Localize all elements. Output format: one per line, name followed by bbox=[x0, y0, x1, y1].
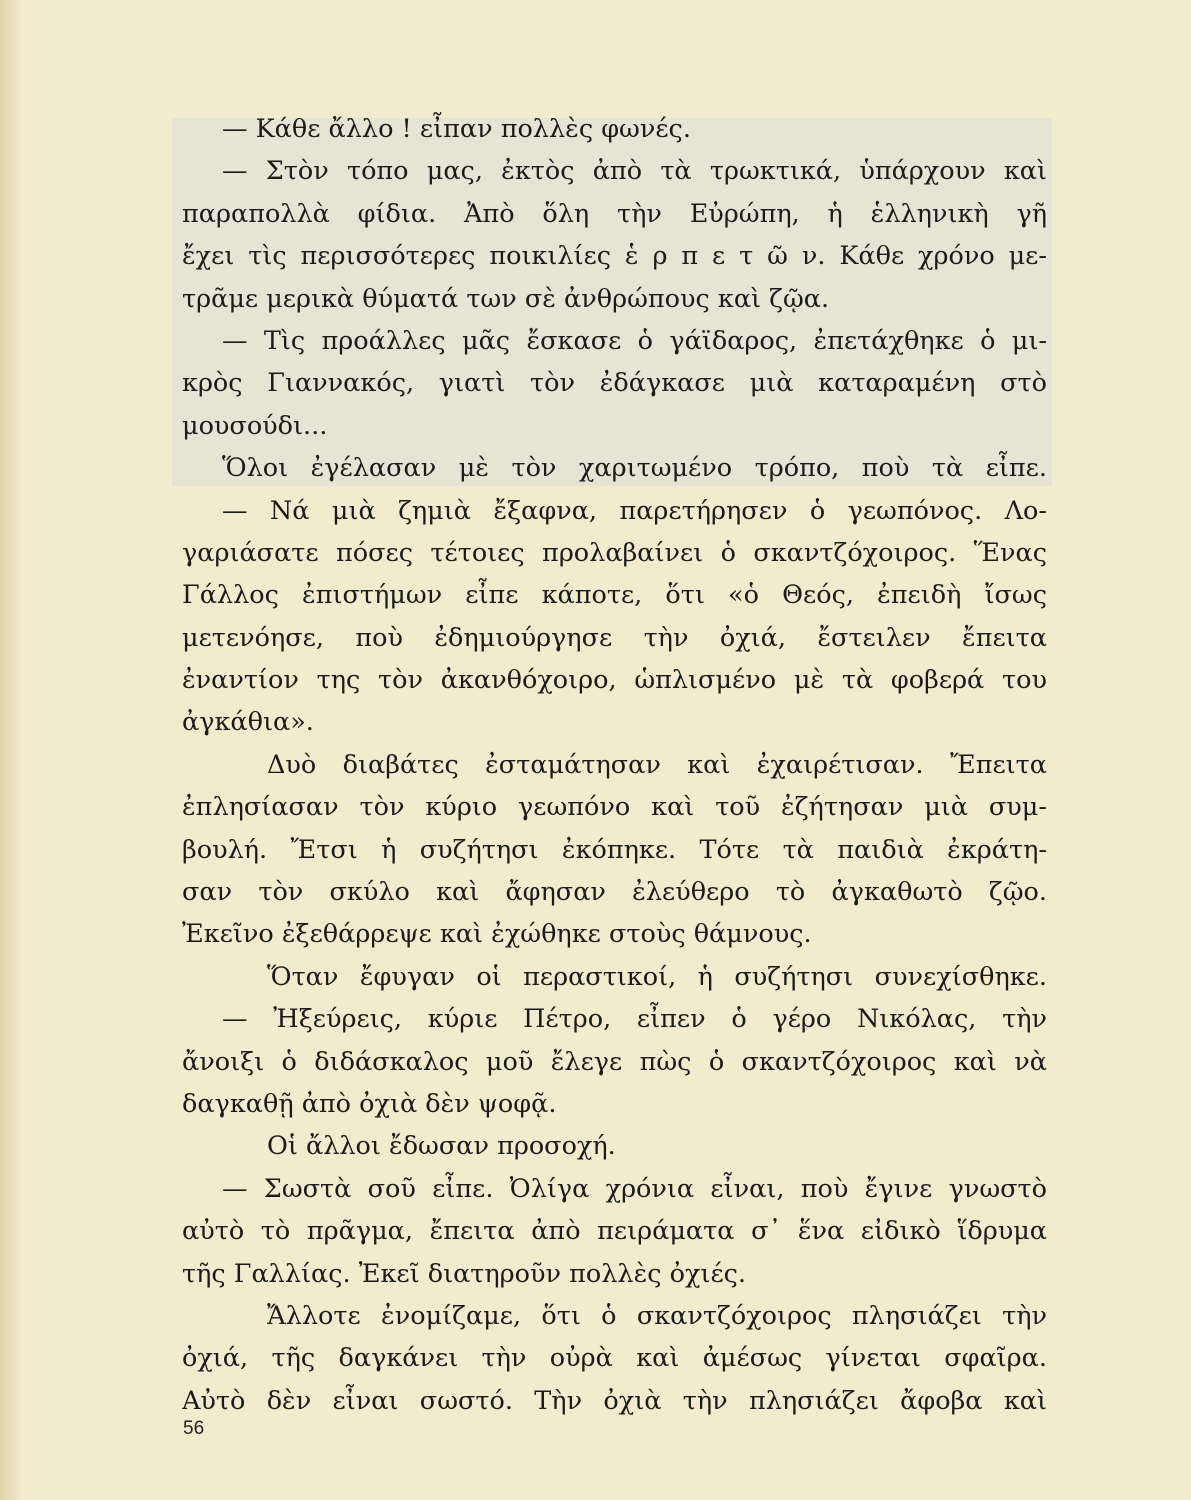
text-line: Ἄλλοτε ἐνομίζαμε, ὅτι ὁ σκαντζόχοιρος πλησιάζει τὴν bbox=[267, 1300, 1047, 1331]
text-line: ἐναντίον της τὸν ἀκανθόχοιρο, ὡπλισμένο μὲ τὰ φοβερά του bbox=[182, 665, 1047, 696]
text-line: τρᾶμε μερικὰ θύματά των σὲ ἀνθρώπους καὶ ζῷα. bbox=[182, 283, 830, 314]
text-line: Ὅταν ἔφυγαν οἱ περαστικοί, ἡ συζήτησι συνεχίσθηκε. bbox=[267, 961, 1047, 992]
text-line: — Τὶς προάλλες μᾶς ἔσκασε ὁ γάϊδαρος, ἐπετάχθηκε ὁ μι- bbox=[222, 325, 1047, 356]
text-line: — Νά μιὰ ζημιὰ ἔξαφνα, παρετήρησεν ὁ γεωπόνος. Λο- bbox=[222, 495, 1047, 526]
text-line: βουλή. Ἔτσι ἡ συζήτησι ἐκόπηκε. Τότε τὰ παιδιὰ ἐκράτη- bbox=[182, 834, 1047, 865]
text-line: Οἱ ἄλλοι ἔδωσαν προσοχή. bbox=[267, 1131, 616, 1162]
text-line: Ὅλοι ἐγέλασαν μὲ τὸν χαριτωμένο τρόπο, ποὺ τὰ εἶπε. bbox=[222, 453, 1047, 484]
text-line: γαριάσατε πόσες τέτοιες προλαβαίνει ὁ σκαντζόχοιρος. Ἕνας bbox=[182, 537, 1047, 568]
body-text bbox=[182, 108, 1047, 1422]
text-line: Γάλλος ἐπιστήμων εἶπε κάποτε, ὅτι «ὁ Θεός, ἐπειδὴ ἴσως bbox=[182, 580, 1047, 611]
text-line: Ἐκεῖνο ἐξεθάρρεψε καὶ ἐχώθηκε στοὺς θάμνους. bbox=[182, 919, 812, 950]
text-line: Αὐτὸ δὲν εἶναι σωστό. Τὴν ὀχιὰ τὴν πλησιάζει ἄφοβα καὶ bbox=[182, 1385, 1047, 1416]
text-line: ἔχει τὶς περισσότερες ποικιλίες ἑ ρ π ε τ ῶ ν. Κάθε χρόνο με- bbox=[182, 241, 1047, 272]
text-line: Δυὸ διαβάτες ἐσταμάτησαν καὶ ἐχαιρέτισαν. Ἔπειτα bbox=[267, 749, 1047, 780]
text-line: — Κάθε ἄλλο ! εἶπαν πολλὲς φωνές. bbox=[222, 114, 691, 144]
page-number: 56 bbox=[183, 1418, 205, 1439]
text-line: τῆς Γαλλίας. Ἐκεῖ διατηροῦν πολλὲς ὀχιές. bbox=[182, 1258, 747, 1289]
text-line: αὐτὸ τὸ πρᾶγμα, ἔπειτα ἀπὸ πειράματα σ᾽ ἕνα εἰδικὸ ἵδρυμα bbox=[182, 1216, 1047, 1247]
text-line: δαγκαθῇ ἀπὸ ὀχιὰ δὲν ψοφᾷ. bbox=[182, 1088, 557, 1119]
text-line: μετενόησε, ποὺ ἐδημιούργησε τὴν ὀχιά, ἔστειλεν ἔπειτα bbox=[182, 622, 1047, 653]
text-line: — Ἠξεύρεις, κύριε Πέτρο, εἶπεν ὁ γέρο Νικόλας, τὴν bbox=[222, 1004, 1047, 1035]
text-line: παραπολλὰ φίδια. Ἀπὸ ὅλη τὴν Εὐρώπη, ἡ ἑλληνικὴ γῆ bbox=[182, 198, 1047, 229]
page-spine-shadow bbox=[0, 0, 22, 1500]
text-line: μουσούδι... bbox=[182, 410, 328, 441]
text-line: ὀχιά, τῆς δαγκάνει τὴν οὐρὰ καὶ ἀμέσως γίνεται σφαῖρα. bbox=[182, 1343, 1047, 1374]
text-line: ἄνοιξι ὁ διδάσκαλος μοῦ ἔλεγε πὼς ὁ σκαντζόχοιρος καὶ νὰ bbox=[182, 1046, 1047, 1077]
text-line: ἐπλησίασαν τὸν κύριο γεωπόνο καὶ τοῦ ἐζήτησαν μιὰ συμ- bbox=[182, 792, 1047, 823]
text-line: — Στὸν τόπο μας, ἐκτὸς ἀπὸ τὰ τρωκτικά, ὑπάρχουν καὶ bbox=[222, 156, 1047, 187]
text-line: κρὸς Γιαννακός, γιατὶ τὸν ἐδάγκασε μιὰ καταραμένη στὸ bbox=[182, 368, 1047, 399]
text-line: ἀγκάθια». bbox=[182, 707, 314, 738]
text-line: — Σωστὰ σοῦ εἶπε. Ὀλίγα χρόνια εἶναι, ποὺ ἔγινε γνωστὸ bbox=[222, 1173, 1047, 1204]
text-line: σαν τὸν σκύλο καὶ ἄφησαν ἐλεύθερο τὸ ἀγκαθωτὸ ζῷο. bbox=[182, 877, 1047, 908]
